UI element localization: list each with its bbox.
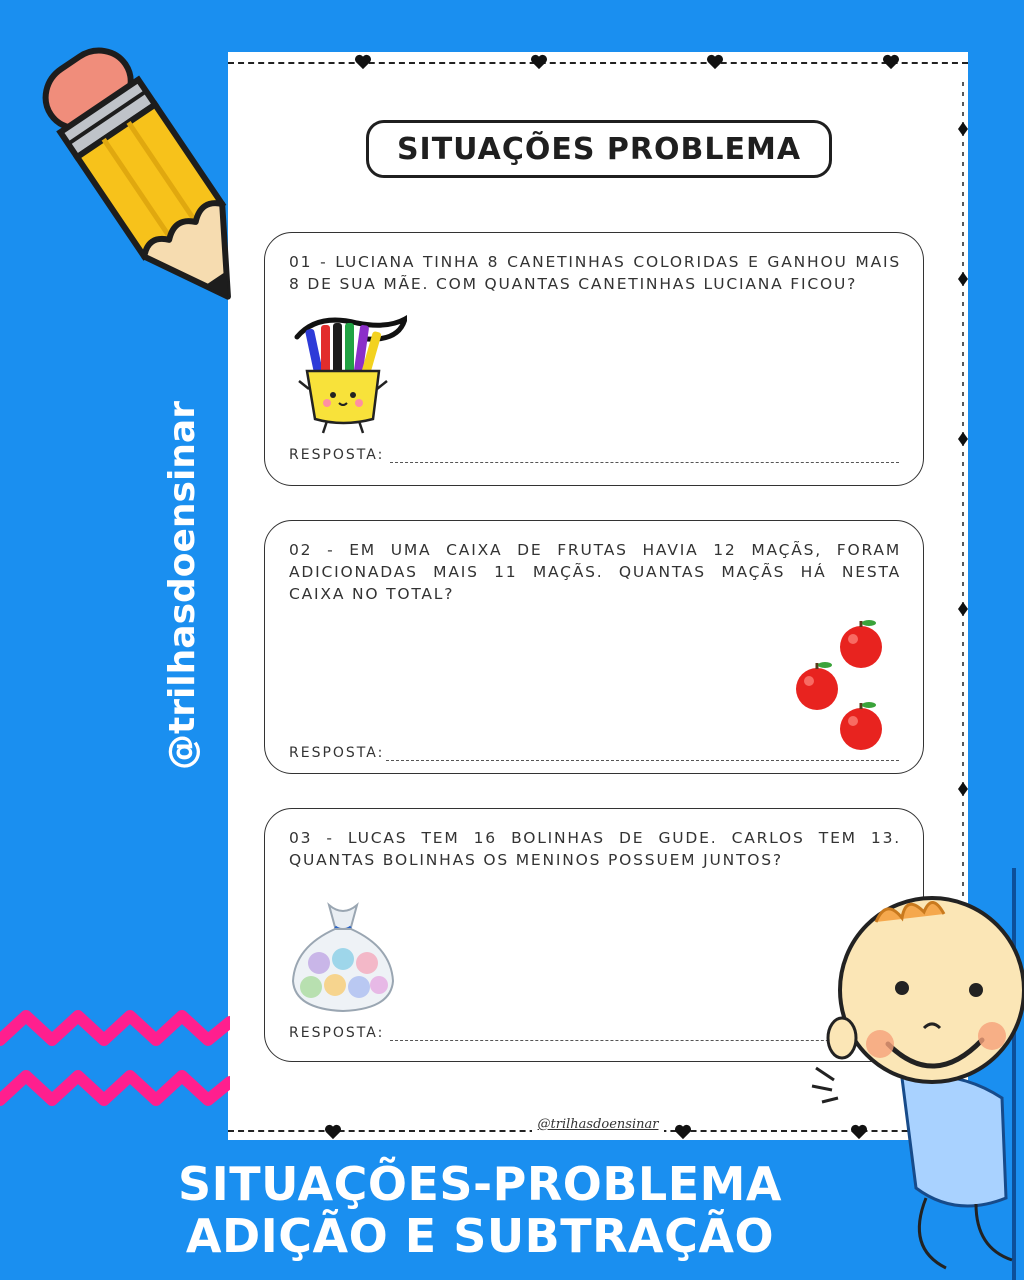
answer-row	[289, 745, 899, 761]
markers-cup-icon	[287, 309, 407, 439]
zigzag-decoration	[0, 1000, 230, 1130]
question-text: 02 - EM UMA CAIXA DE FRUTAS HAVIA 12 MAÇÃS, FORAM ADICIONADAS MAIS 11 MAÇÃS. QUANTAS MAÇÃS HÁ NESTA CAIXA NO TOTAL?	[289, 541, 901, 603]
watermark: @trilhasdoensinar	[228, 1117, 968, 1132]
apples-icon	[791, 619, 891, 755]
pencil-icon	[30, 30, 270, 350]
answer-line[interactable]	[386, 748, 899, 761]
heart-icon	[530, 54, 548, 70]
answer-row	[289, 447, 899, 463]
question-text: 01 - LUCIANA TINHA 8 CANETINHAS COLORIDAS E GANHOU MAIS 8 DE SUA MÃE. COM QUANTAS CANETINHAS LUCIANA FICOU?	[289, 253, 901, 293]
headline-line-1: SITUAÇÕES-PROBLEMA	[177, 1157, 783, 1211]
marbles-bag-icon	[289, 901, 397, 1015]
question-text: 03 - LUCAS TEM 16 BOLINHAS DE GUDE. CARLOS TEM 13. QUANTAS BOLINHAS OS MENINOS POSSUEM JUNTOS?	[289, 829, 901, 869]
side-social-handle: @trilhasdoensinar	[162, 401, 203, 770]
heart-icon	[882, 54, 900, 70]
answer-label: RESPOSTA:	[289, 447, 385, 463]
worksheet-title-box	[366, 120, 832, 178]
top-border-line	[228, 62, 968, 64]
question-card-1	[264, 232, 924, 486]
answer-label: RESPOSTA:	[289, 745, 385, 761]
answer-line[interactable]	[390, 450, 899, 463]
answer-label: RESPOSTA:	[289, 1025, 385, 1041]
heart-icon	[706, 54, 724, 70]
heart-icon	[354, 54, 372, 70]
headline-line-2: ADIÇÃO E SUBTRAÇÃO	[185, 1209, 775, 1263]
question-card-2	[264, 520, 924, 774]
worksheet-title: SITUAÇÕES PROBLEMA	[396, 131, 802, 167]
